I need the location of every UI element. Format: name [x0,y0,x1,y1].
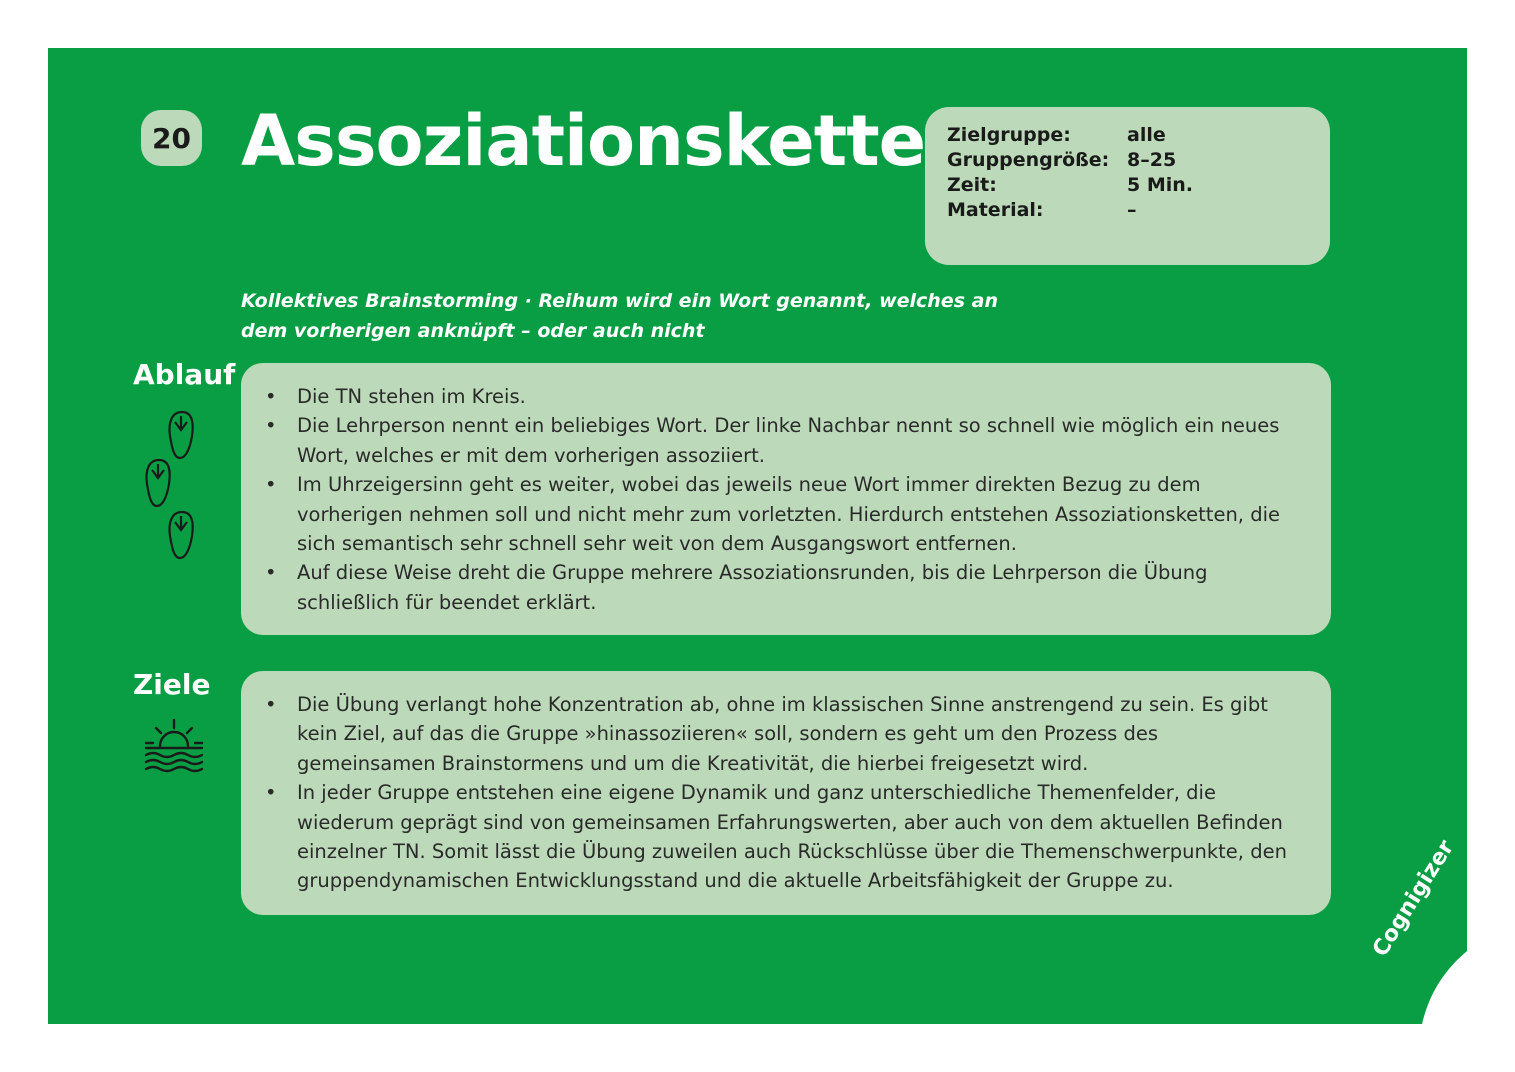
info-label: Material: [947,199,1044,221]
brand-logo: Cognigizer [1368,835,1460,962]
ablauf-list [265,382,1301,617]
ablauf-box [241,363,1331,635]
ziele-list [265,690,1301,896]
info-value: alle [1127,124,1166,146]
info-label: Zeit: [947,174,997,196]
section-label-ziele: Ziele [133,668,211,701]
info-value: 8–25 [1127,149,1177,171]
info-label: Gruppengröße: [947,149,1110,171]
exercise-card [48,48,1467,1024]
brand-corner [1419,922,1467,1024]
sunset-icon [142,718,206,774]
list-item: • Die Übung verlangt hohe Konzentration ab, ohne im klassischen Sinne anstrengend zu sein. Es gibt kein Ziel, auf das die Gruppe »hinassoziieren« soll, sondern es geht um den Prozess des gemeinsamen Brainstormens und um die Kreativität, die hierbei freigesetzt wird. [265,690,1301,778]
list-item: • Die TN stehen im Kreis. [265,382,1301,411]
section-label-ablauf: Ablauf [133,358,236,391]
list-item: • Die Lehrperson nennt ein beliebiges Wort. Der linke Nachbar nennt so schnell wie möglich ein neues Wort, welches er mit dem vorherigen assoziiert. [265,411,1301,470]
info-value: – [1127,199,1137,221]
info-value: 5 Min. [1127,174,1193,196]
card-title: Assoziationskette [241,100,926,182]
list-item: • In jeder Gruppe entstehen eine eigene Dynamik und ganz unterschiedliche Themenfelder, die wiederum geprägt sind von gemeinsamen Erfahrungswerten, aber auch von dem aktuellen Befinden einzelner TN. Somit lässt die Übung zuweilen auch Rückschlüsse über die Themenschwerpunkte, den gruppendynamischen Entwicklungsstand und die aktuelle Arbeitsfähigkeit der Gruppe zu. [265,778,1301,896]
footprints-icon [142,408,202,564]
info-row-material [947,198,1308,223]
list-item: • Auf diese Weise dreht die Gruppe mehrere Assoziationsrunden, bis die Lehrperson die Übung schließlich für beendet erklärt. [265,558,1301,617]
info-row-gruppengroesse [947,148,1308,173]
card-subtitle: Kollektives Brainstorming · Reihum wird ein Wort genannt, welches an dem vorherigen anknüpft – oder auch nicht [241,290,998,342]
ziele-box [241,671,1331,915]
info-row-zielgruppe [947,123,1308,148]
info-label: Zielgruppe: [947,124,1071,146]
list-item: • Im Uhrzeigersinn geht es weiter, wobei das jeweils neue Wort immer direkten Bezug zu dem vorherigen nehmen soll und nicht mehr zum vorletzten. Hierdurch entstehen Assoziationsketten, die sich semantisch sehr schnell sehr weit von dem Ausgangswort entfernen. [265,470,1301,558]
info-box [925,107,1330,265]
card-number-badge: 20 [141,110,202,166]
info-row-zeit [947,173,1308,198]
